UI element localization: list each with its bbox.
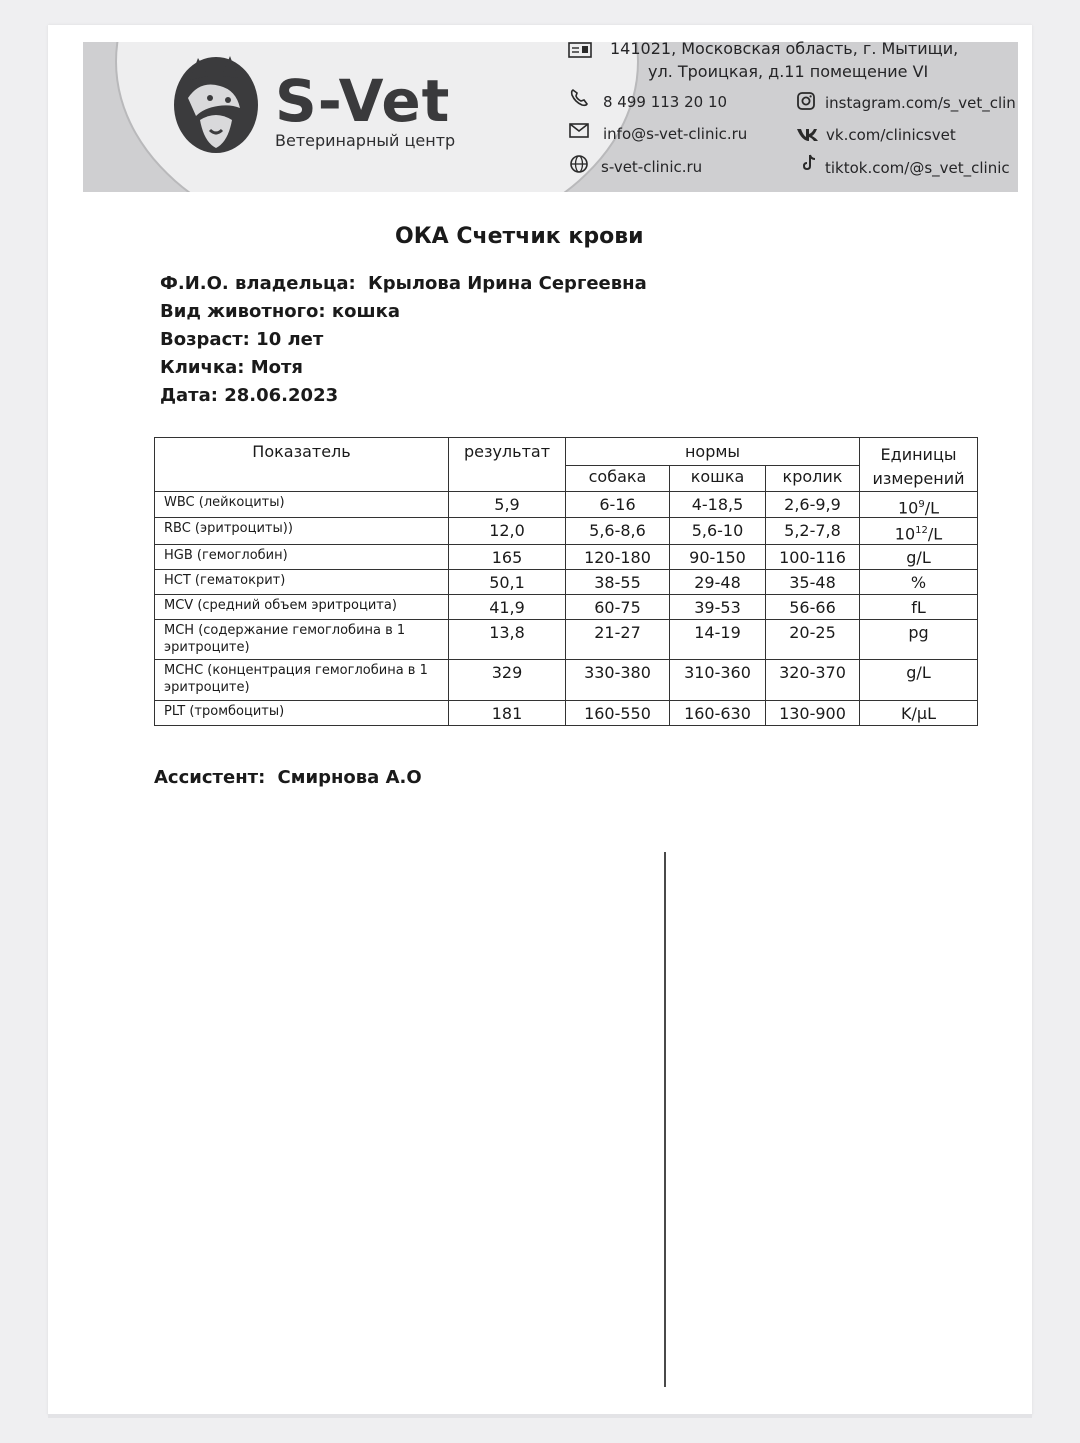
table-row	[155, 544, 978, 569]
unit-suffix: /L	[924, 498, 940, 518]
cat-norm-cell: 5,6-10	[670, 518, 766, 544]
age-value: 10 лет	[256, 329, 324, 350]
rabbit-norm-cell: 5,2-7,8	[766, 518, 860, 544]
address-line-2: ул. Троицкая, д.11 помещение VI	[648, 62, 929, 81]
table-row	[155, 619, 978, 659]
date-line	[160, 384, 338, 408]
instagram-link[interactable]: instagram.com/s_vet_clin	[825, 94, 1016, 112]
website-url[interactable]: s-vet-clinic.ru	[601, 158, 703, 176]
indicator-cell: MCHC (концентрация гемоглобина в 1 эритроците)	[155, 659, 449, 700]
unit-cell	[860, 518, 978, 544]
document-title: ОКА Счетчик крови	[395, 224, 644, 249]
table-row	[155, 492, 978, 518]
result-cell: 12,0	[449, 518, 566, 544]
header-dog: собака	[566, 465, 670, 491]
globe-icon	[569, 154, 589, 174]
cat-norm-cell: 4-18,5	[670, 492, 766, 518]
brand-name: S-Vet	[275, 67, 451, 135]
cat-norm-cell: 90-150	[670, 544, 766, 569]
dog-norm-cell: 38-55	[566, 569, 670, 594]
header-indicator: Показатель	[155, 438, 449, 492]
header-units: Единицы измерений	[860, 438, 978, 492]
unit-suffix: /L	[927, 524, 943, 544]
header-rabbit: кролик	[766, 465, 860, 491]
phone-number[interactable]: 8 499 113 20 10	[603, 93, 728, 111]
cat-norm-cell: 160-630	[670, 700, 766, 725]
table-row	[155, 594, 978, 619]
rabbit-norm-cell: 100-116	[766, 544, 860, 569]
divider-line	[664, 852, 666, 1387]
indicator-cell: HGB (гемоглобин)	[155, 544, 449, 569]
address-line-1: 141021, Московская область, г. Мытищи,	[610, 39, 959, 58]
rabbit-norm-cell: 56-66	[766, 594, 860, 619]
age-label: Возраст:	[160, 329, 250, 350]
unit-base: fL	[911, 597, 926, 617]
dog-norm-cell: 5,6-8,6	[566, 518, 670, 544]
owner-line	[160, 272, 647, 296]
date-label: Дата:	[160, 385, 218, 406]
dog-norm-cell: 21-27	[566, 619, 670, 659]
cat-norm-cell: 29-48	[670, 569, 766, 594]
assistant-value: Смирнова А.О	[277, 767, 422, 788]
species-line	[160, 300, 400, 324]
result-cell: 41,9	[449, 594, 566, 619]
result-cell: 13,8	[449, 619, 566, 659]
unit-base: %	[910, 572, 927, 592]
result-cell: 165	[449, 544, 566, 569]
cat-norm-cell: 39-53	[670, 594, 766, 619]
dog-cat-logo-icon	[170, 50, 262, 156]
page-edge	[48, 1414, 1032, 1418]
unit-cell	[860, 492, 978, 518]
indicator-cell: MCH (содержание гемоглобина в 1 эритроците)	[155, 619, 449, 659]
indicator-cell: MCV (средний объем эритроцита)	[155, 594, 449, 619]
result-cell: 181	[449, 700, 566, 725]
address-icon	[568, 40, 592, 60]
unit-base: pg	[908, 622, 929, 642]
vk-link[interactable]: vk.com/clinicsvet	[826, 126, 956, 144]
unit-exponent: 9	[918, 499, 925, 510]
cat-norm-cell: 14-19	[670, 619, 766, 659]
dog-norm-cell: 60-75	[566, 594, 670, 619]
unit-cell	[860, 659, 978, 700]
unit-exponent: 12	[915, 525, 928, 537]
species-label: Вид животного:	[160, 301, 326, 322]
rabbit-norm-cell: 20-25	[766, 619, 860, 659]
indicator-cell: WBC (лейкоциты)	[155, 492, 449, 518]
rabbit-norm-cell: 130-900	[766, 700, 860, 725]
tiktok-link[interactable]: tiktok.com/@s_vet_clinic	[825, 159, 1010, 177]
dog-norm-cell: 6-16	[566, 492, 670, 518]
header-cat: кошка	[670, 465, 766, 491]
unit-cell	[860, 619, 978, 659]
rabbit-norm-cell: 35-48	[766, 569, 860, 594]
unit-cell	[860, 700, 978, 725]
unit-base: g/L	[906, 662, 931, 682]
unit-cell	[860, 594, 978, 619]
rabbit-norm-cell: 2,6-9,9	[766, 492, 860, 518]
unit-cell	[860, 569, 978, 594]
dog-norm-cell: 330-380	[566, 659, 670, 700]
tiktok-icon	[800, 153, 820, 173]
unit-base: K/μL	[901, 703, 936, 723]
indicator-cell: HCT (гематокрит)	[155, 569, 449, 594]
indicator-cell: PLT (тромбоциты)	[155, 700, 449, 725]
table-row	[155, 518, 978, 544]
brand-subtitle: Ветеринарный центр	[275, 131, 456, 150]
unit-base: 10	[894, 524, 916, 544]
phone-icon	[569, 88, 589, 108]
unit-base: g/L	[906, 547, 931, 567]
header-result: результат	[449, 438, 566, 492]
pet-name-label: Кличка:	[160, 357, 245, 378]
pet-name-value: Мотя	[250, 357, 303, 378]
unit-base: 10	[897, 498, 919, 518]
dog-norm-cell: 120-180	[566, 544, 670, 569]
owner-value: Крылова Ирина Сергеевна	[368, 273, 647, 294]
pet-name-line	[160, 356, 303, 380]
result-cell: 50,1	[449, 569, 566, 594]
age-line	[160, 328, 323, 352]
table-row	[155, 700, 978, 725]
vk-icon	[796, 124, 820, 144]
dog-norm-cell: 160-550	[566, 700, 670, 725]
table-row	[155, 569, 978, 594]
email-address[interactable]: info@s-vet-clinic.ru	[603, 125, 748, 143]
assistant-line	[154, 766, 422, 790]
unit-cell	[860, 544, 978, 569]
indicator-cell: RBC (эритроциты))	[155, 518, 449, 544]
blood-test-table	[154, 437, 978, 726]
owner-label: Ф.И.О. владельца:	[160, 273, 356, 294]
rabbit-norm-cell: 320-370	[766, 659, 860, 700]
assistant-label: Ассистент:	[154, 767, 266, 788]
instagram-icon	[796, 91, 816, 111]
species-value: кошка	[331, 301, 400, 322]
cat-norm-cell: 310-360	[670, 659, 766, 700]
result-cell: 5,9	[449, 492, 566, 518]
email-icon	[569, 120, 589, 140]
table-row	[155, 659, 978, 700]
header-norms: нормы	[566, 438, 860, 466]
result-cell: 329	[449, 659, 566, 700]
date-value: 28.06.2023	[224, 385, 339, 406]
